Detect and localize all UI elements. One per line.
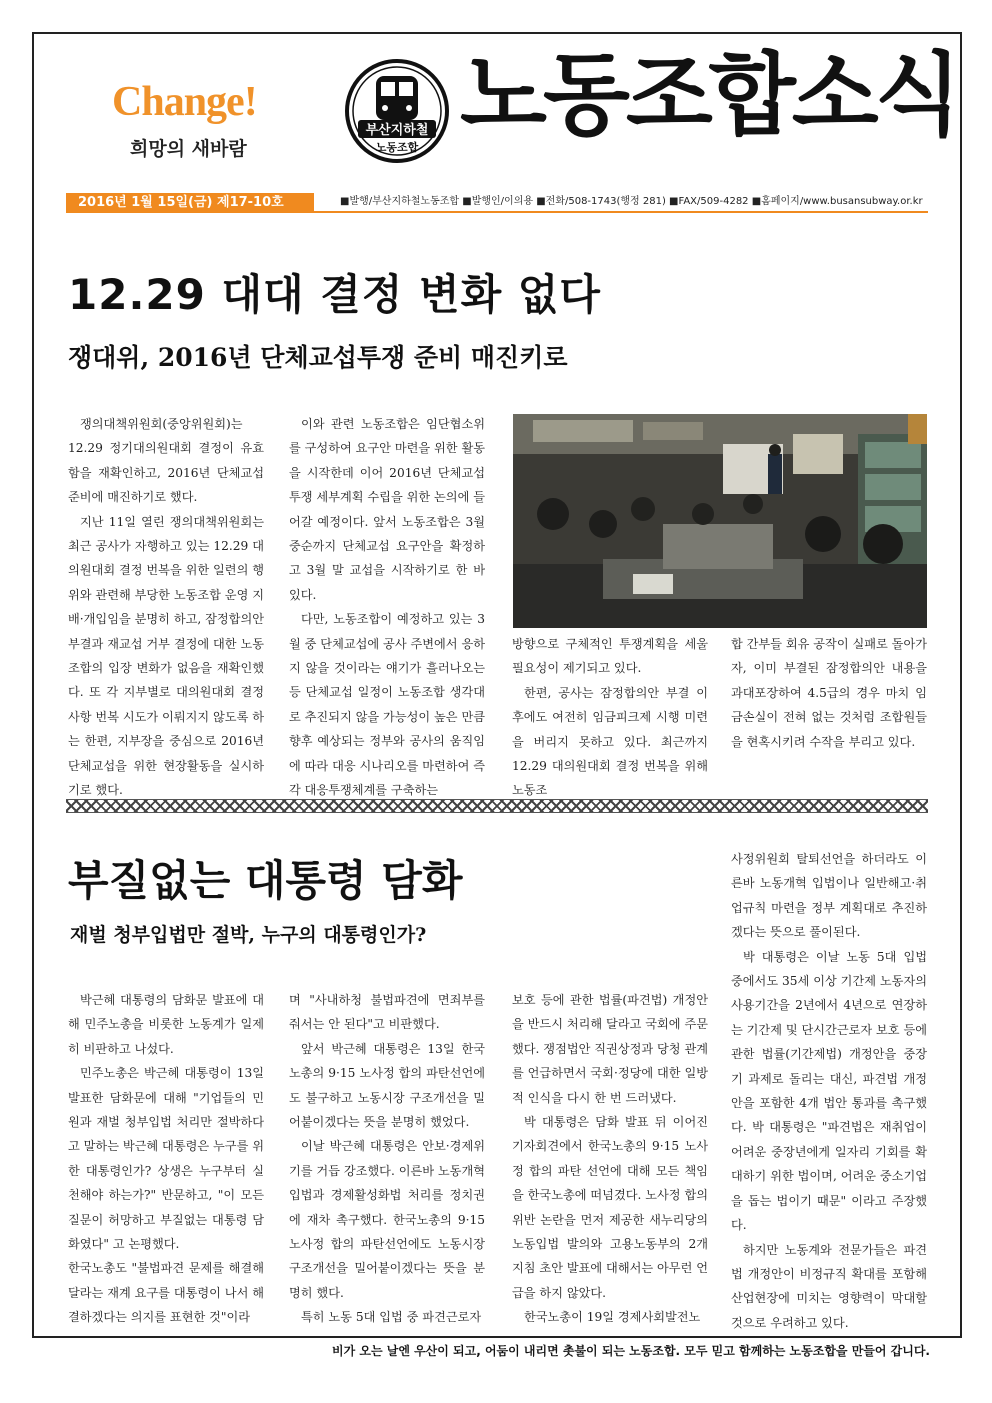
paragraph: 한국노총이 19일 경제사회발전노 — [524, 1310, 701, 1325]
paragraph: 한편, 공사는 잠정합의안 부결 이후에도 여전히 임금피크제 시행 미련을 버리지 못하고 있다. 최근까지 12.29 대의원대회 결정 번복을 위해 노동조 — [512, 685, 708, 798]
article2-col1 — [68, 988, 264, 1330]
change-logo-text: Change! — [112, 79, 257, 125]
article1-col2 — [289, 412, 485, 803]
paragraph: 방향으로 구체적인 투쟁계획을 세울 필요성이 제기되고 있다. — [512, 637, 708, 676]
footer-slogan: 비가 오는 날엔 우산이 되고, 어둠이 내리면 촛불이 되는 노동조합. 모두 믿고 함께하는 노동조합을 만들어 갑니다. — [332, 1344, 930, 1358]
paragraph: 하지만 노동계와 전문가들은 파견법 개정안이 비정규직 확대를 포함해 산업현장에 미치는 영향력이 막대할 것으로 우려하고 있다. — [731, 1242, 927, 1330]
paragraph: 한국노총도 "불법파견 문제를 해결해 달라는 재계 요구를 대통령이 나서 해결하겠다는 의지를 표현한 것"이라 — [68, 1261, 264, 1325]
paragraph: 박 대통령은 담화 발표 뒤 이어진 기자회견에서 한국노총의 9·15 노사정 합의 파탄 선언에 대해 모든 책임을 한국노총에 떠넘겼다. 노사정 합의 위반 논란을 먼저 제공한 새누리당의 노동입법 발의와 고용노동부의 2개 지침 초안 발표에 대해서는 아무런 언급을 하지 않았다. — [512, 1115, 708, 1300]
paragraph: 이날 박근혜 대통령은 안보·경제위기를 거듭 강조했다. 이른바 노동개혁 입법과 경제활성화법 처리를 정치권에 재차 촉구했다. 한국노총의 9·15 노사정 합의 파탄선언에도 노동시장 구조개선을 밀어붙이겠다는 뜻을 분명히 했다. — [289, 1139, 485, 1300]
emblem-text-top: 부산지하철 — [365, 123, 429, 138]
article1-col1 — [68, 412, 264, 803]
article2-col3 — [512, 988, 708, 1330]
slogan: 희망의 새바람 — [130, 138, 247, 160]
paragraph: 합 간부들 회유 공작이 실패로 돌아가자, 이미 부결된 잠정합의안 내용을 과대포장하여 4.5급의 경우 마치 임금손실이 전혀 없는 것처럼 조합원들을 현혹시키려 수작을 부리고 있다. — [731, 637, 927, 749]
section-divider — [66, 799, 928, 813]
article2-col4 — [731, 847, 927, 1335]
article2-subhead: 재벌 청부입법만 절박, 누구의 대통령인가? — [70, 924, 427, 946]
paragraph: 다만, 노동조합이 예정하고 있는 3월 중 단체교섭에 공사 주변에서 응하지 않을 것이라는 얘기가 흘러나오는 등 단체교섭 일정이 노동조합 생각대로 추진되지 않을 가능성이 높은 만큼 향후 예상되는 정부와 공사의 움직임에 따라 대응 시나리오를 마련하여 즉각 대응투쟁체계를 구축하는 — [289, 612, 485, 798]
paragraph: 박근혜 대통령의 담화문 발표에 대해 민주노총을 비롯한 노동계가 일제히 비판하고 나섰다. — [68, 993, 264, 1056]
meeting-photo — [513, 414, 927, 628]
union-emblem — [344, 58, 450, 164]
paragraph: 박 대통령은 이날 노동 5대 입법 중에서도 35세 이상 기간제 노동자의 사용기간을 2년에서 4년으로 연장하는 기간제 및 단시간근로자 보호 등에 관한 법률(기간제법) 개정안을 중장기 과제로 돌리는 대신, 파견법 개정안을 포함한 4개 법안 통과를 촉구했다. 박 대통령은 "파견법은 재취업이 어려운 중장년에게 일자리 기회를 확대하기 위한 법이며, 어려운 중소기업을 돕는 법이기 때문" 이라고 주장했다. — [731, 949, 927, 1233]
paragraph: 사정위원회 탈퇴선언을 하더라도 이른바 노동개혁 입법이나 일반해고·취업규칙 마련을 정부 계획대로 추진하겠다는 뜻으로 풀이된다. — [731, 852, 927, 940]
article2-col2 — [289, 988, 485, 1330]
paragraph: 지난 11일 열린 쟁의대책위원회는 최근 공사가 자행하고 있는 12.29 대의원대회 결정 번복을 위한 일련의 행위와 관련해 부당한 노동조합 운영 지배·개입임을 분명히 하고, 잠정합의안 부결과 재교섭 거부 결정에 대한 노동조합의 입장 변화가 없음을 재확인했다. 또 각 지부별로 대의원대회 결정사항 번복 시도가 이뤄지지 않도록 하는 한편, 지부장을 중심으로 2016년 단체교섭을 위한 현장활동을 실시하기로 했다. — [68, 514, 264, 798]
paragraph: 특히 노동 5대 입법 중 파견근로자 — [301, 1310, 482, 1325]
emblem-text-bottom: 노동조합 — [375, 141, 419, 154]
masthead-title: 노동조합소식 — [460, 42, 958, 148]
article2-headline: 부질없는 대통령 담화 — [68, 856, 463, 905]
article1-col4 — [731, 632, 927, 754]
paragraph: 앞서 박근혜 대통령은 13일 한국노총의 9·15 노사정 합의 파탄선언에도 불구하고 노동시장 구조개선을 밀어붙이겠다는 뜻을 분명히 했었다. — [289, 1041, 485, 1130]
date-issue: 2016년 1월 15일(금) 제17-10호 — [66, 193, 314, 213]
paragraph: 보호 등에 관한 법률(파견법) 개정안을 반드시 처리해 달라고 국회에 주문했다. 쟁점법안 직권상정과 당청 관계를 언급하면서 국회·정당에 대한 일방적 인식을 다시 한 번 드러냈다. — [512, 993, 708, 1105]
paragraph: 민주노총은 박근혜 대통령이 13일 발표한 담화문에 대해 "기업들의 민원과 재벌 청부입법 처리만 절박하다고 말하는 박근혜 대통령은 누구를 위한 대통령인가? 상생은 누구부터 실천해야 하는가?" 반문하고, "이 모든 질문이 허망하고 부질없는 대통령 담화였다" 고 논평했다. — [68, 1066, 264, 1252]
article1-col3 — [512, 632, 708, 803]
article1-subhead: 쟁대위, 2016년 단체교섭투쟁 준비 매진키로 — [68, 343, 568, 372]
paragraph: 며 "사내하청 불법파견에 면죄부를 줘서는 안 된다"고 비판했다. — [289, 993, 485, 1032]
paragraph: 이와 관련 노동조합은 임단협소위를 구성하여 요구안 마련을 위한 활동을 시작한데 이어 2016년 단체교섭투쟁 세부계획 수립을 위한 논의에 들어갈 예정이다. 앞서 노동조합은 3월 중순까지 단체교섭 요구안을 확정하고 3월 말 교섭을 시작하기로 한 바 있다. — [289, 417, 485, 602]
paragraph: 쟁의대책위원회(중앙위원회)는 12.29 정기대의원대회 결정이 유효함을 재확인하고, 2016년 단체교섭 준비에 매진하기로 했다. — [68, 417, 264, 505]
article1-headline: 12.29 대대 결정 변화 없다 — [68, 270, 601, 319]
publisher-info: ■발행/부산지하철노동조합 ■발행인/이의용 ■전화/508-1743(행정 281) ■FAX/509-4282 ■홈페이지/www.busansubway.or.kr — [314, 193, 928, 213]
